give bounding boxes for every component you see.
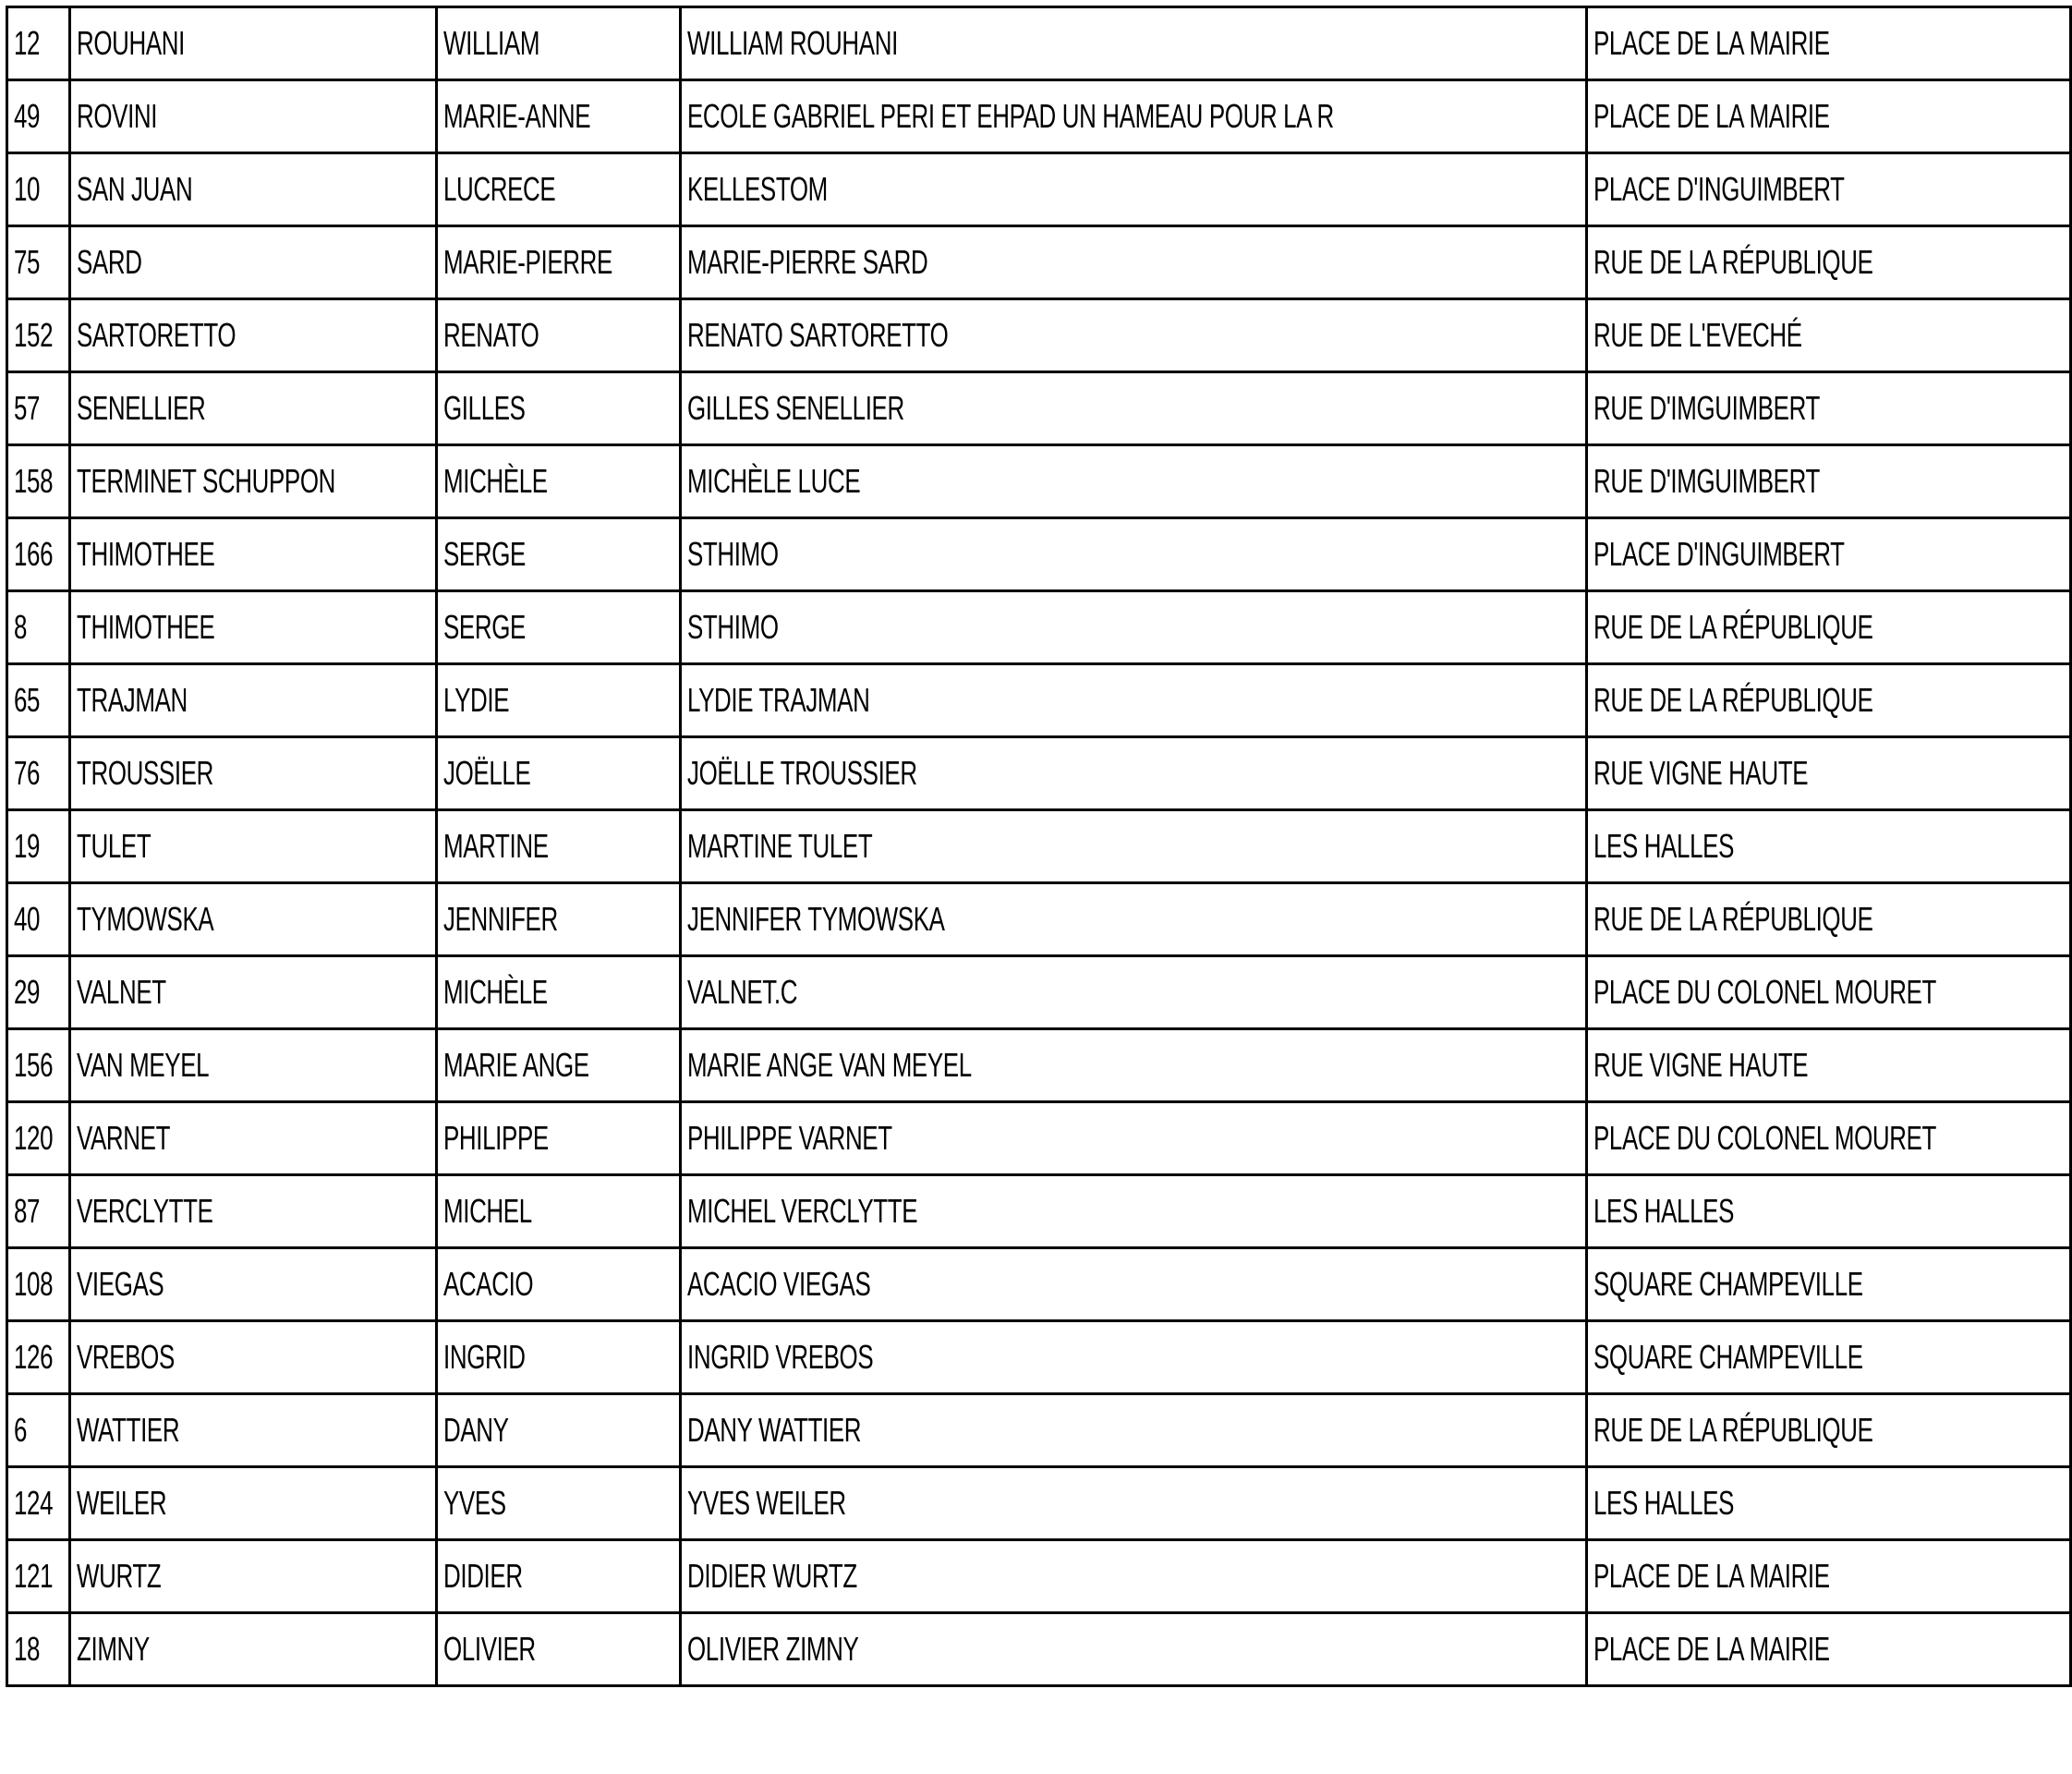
first-name-text: PHILIPPE	[443, 1119, 550, 1157]
id-text: 158	[14, 462, 54, 500]
street-cell	[1586, 1248, 2070, 1321]
display-name-text: VALNET.C	[686, 973, 797, 1011]
street-text: PLACE D'INGUIMBERT	[1593, 170, 1845, 208]
id-text: 65	[14, 681, 41, 719]
last-name-cell	[69, 810, 437, 883]
display-name-text: OLIVIER ZIMNY	[686, 1630, 858, 1668]
table-row	[7, 1102, 2071, 1175]
id-text: 57	[14, 389, 41, 427]
id-cell	[7, 956, 70, 1029]
street-cell	[1586, 883, 2070, 956]
first-name-text: ACACIO	[443, 1265, 534, 1303]
last-name-cell	[69, 1321, 437, 1394]
street-text: RUE D'IMGUIMBERT	[1593, 462, 1820, 500]
last-name-cell	[69, 1102, 437, 1175]
display-name-cell	[680, 226, 1586, 299]
first-name-cell	[437, 810, 680, 883]
id-cell	[7, 7, 70, 80]
display-name-text: PHILIPPE VARNET	[686, 1119, 892, 1157]
id-cell	[7, 591, 70, 664]
first-name-cell	[437, 1321, 680, 1394]
display-name-text: RENATO SARTORETTO	[686, 316, 948, 354]
street-cell	[1586, 591, 2070, 664]
last-name-cell	[69, 1540, 437, 1613]
id-cell	[7, 445, 70, 518]
first-name-text: OLIVIER	[443, 1630, 537, 1668]
street-cell	[1586, 1102, 2070, 1175]
table-row	[7, 372, 2071, 445]
display-name-text: JOËLLE TROUSSIER	[686, 754, 917, 792]
first-name-cell	[437, 1102, 680, 1175]
street-text: RUE DE LA RÉPUBLIQUE	[1593, 243, 1873, 281]
id-text: 87	[14, 1192, 41, 1230]
street-cell	[1586, 1467, 2070, 1540]
street-text: LES HALLES	[1593, 1484, 1734, 1522]
display-name-text: MICHÈLE LUCE	[686, 462, 860, 500]
first-name-cell	[437, 518, 680, 591]
first-name-text: WILLIAM	[443, 24, 540, 62]
first-name-text: INGRID	[443, 1338, 527, 1376]
first-name-cell	[437, 445, 680, 518]
first-name-cell	[437, 1394, 680, 1467]
first-name-cell	[437, 664, 680, 737]
first-name-cell	[437, 1540, 680, 1613]
street-cell	[1586, 810, 2070, 883]
last-name-cell	[69, 1467, 437, 1540]
id-cell	[7, 80, 70, 153]
first-name-cell	[437, 1248, 680, 1321]
street-text: RUE VIGNE HAUTE	[1593, 1046, 1808, 1084]
last-name-cell	[69, 1029, 437, 1102]
street-text: RUE DE LA RÉPUBLIQUE	[1593, 1411, 1873, 1449]
last-name-cell	[69, 1175, 437, 1248]
table-row	[7, 1029, 2071, 1102]
display-name-text: JENNIFER TYMOWSKA	[686, 900, 945, 938]
id-text: 19	[14, 827, 41, 865]
first-name-text: MICHEL	[443, 1192, 533, 1230]
first-name-text: LYDIE	[443, 681, 510, 719]
id-text: 12	[14, 24, 41, 62]
street-cell	[1586, 664, 2070, 737]
street-text: LES HALLES	[1593, 1192, 1734, 1230]
first-name-text: SERGE	[443, 535, 527, 573]
last-name-text: WURTZ	[76, 1557, 161, 1595]
last-name-cell	[69, 883, 437, 956]
last-name-text: VREBOS	[76, 1338, 175, 1376]
id-text: 40	[14, 900, 41, 938]
street-text: PLACE DE LA MAIRIE	[1593, 24, 1830, 62]
first-name-text: JOËLLE	[443, 754, 531, 792]
id-cell	[7, 226, 70, 299]
id-text: 18	[14, 1630, 41, 1668]
street-cell	[1586, 1613, 2070, 1686]
id-text: 75	[14, 243, 41, 281]
table-row	[7, 810, 2071, 883]
id-cell	[7, 372, 70, 445]
first-name-text: SERGE	[443, 608, 527, 646]
last-name-cell	[69, 664, 437, 737]
street-cell	[1586, 518, 2070, 591]
table-row	[7, 1321, 2071, 1394]
display-name-cell	[680, 1102, 1586, 1175]
first-name-cell	[437, 1613, 680, 1686]
display-name-cell	[680, 883, 1586, 956]
first-name-text: MICHÈLE	[443, 973, 549, 1011]
id-cell	[7, 153, 70, 226]
display-name-cell	[680, 299, 1586, 372]
street-text: RUE DE LA RÉPUBLIQUE	[1593, 900, 1873, 938]
street-cell	[1586, 299, 2070, 372]
id-cell	[7, 737, 70, 810]
id-text: 76	[14, 754, 41, 792]
last-name-text: TERMINET SCHUPPON	[76, 462, 335, 500]
last-name-text: WEILER	[76, 1484, 166, 1522]
first-name-cell	[437, 7, 680, 80]
id-cell	[7, 1540, 70, 1613]
first-name-text: RENATO	[443, 316, 539, 354]
street-text: RUE VIGNE HAUTE	[1593, 754, 1808, 792]
id-cell	[7, 1102, 70, 1175]
last-name-cell	[69, 1613, 437, 1686]
last-name-cell	[69, 1248, 437, 1321]
first-name-cell	[437, 591, 680, 664]
id-cell	[7, 1248, 70, 1321]
id-cell	[7, 1394, 70, 1467]
display-name-cell	[680, 1613, 1586, 1686]
table-row	[7, 1540, 2071, 1613]
last-name-text: VARNET	[76, 1119, 170, 1157]
table-row	[7, 1467, 2071, 1540]
last-name-cell	[69, 445, 437, 518]
display-name-text: KELLESTOM	[686, 170, 828, 208]
display-name-cell	[680, 80, 1586, 153]
street-text: RUE DE LA RÉPUBLIQUE	[1593, 608, 1873, 646]
id-text: 124	[14, 1484, 54, 1522]
id-text: 126	[14, 1338, 54, 1376]
table-row	[7, 226, 2071, 299]
id-text: 120	[14, 1119, 54, 1157]
table-row	[7, 1248, 2071, 1321]
last-name-text: VERCLYTTE	[76, 1192, 213, 1230]
first-name-cell	[437, 299, 680, 372]
display-name-text: MICHEL VERCLYTTE	[686, 1192, 917, 1230]
street-cell	[1586, 153, 2070, 226]
id-cell	[7, 810, 70, 883]
display-name-cell	[680, 810, 1586, 883]
display-name-text: MARIE-PIERRE SARD	[686, 243, 927, 281]
id-cell	[7, 883, 70, 956]
id-text: 108	[14, 1265, 54, 1303]
street-text: PLACE DE LA MAIRIE	[1593, 1557, 1830, 1595]
display-name-cell	[680, 1540, 1586, 1613]
last-name-text: TROUSSIER	[76, 754, 213, 792]
display-name-cell	[680, 956, 1586, 1029]
display-name-cell	[680, 153, 1586, 226]
display-name-text: MARTINE TULET	[686, 827, 872, 865]
display-name-text: DIDIER WURTZ	[686, 1557, 857, 1595]
display-name-cell	[680, 664, 1586, 737]
first-name-cell	[437, 883, 680, 956]
display-name-cell	[680, 518, 1586, 591]
last-name-text: ZIMNY	[76, 1630, 150, 1668]
display-name-cell	[680, 737, 1586, 810]
display-name-cell	[680, 1394, 1586, 1467]
display-name-cell	[680, 1467, 1586, 1540]
first-name-text: MARTINE	[443, 827, 550, 865]
street-text: RUE DE LA RÉPUBLIQUE	[1593, 681, 1873, 719]
street-cell	[1586, 1394, 2070, 1467]
data-table	[6, 6, 2072, 1687]
table-row	[7, 299, 2071, 372]
table-row	[7, 1394, 2071, 1467]
first-name-cell	[437, 153, 680, 226]
last-name-cell	[69, 153, 437, 226]
last-name-text: WATTIER	[76, 1411, 179, 1449]
last-name-text: SARD	[76, 243, 142, 281]
last-name-text: SARTORETTO	[76, 316, 236, 354]
display-name-cell	[680, 1029, 1586, 1102]
id-text: 152	[14, 316, 54, 354]
last-name-text: TULET	[76, 827, 151, 865]
first-name-cell	[437, 737, 680, 810]
id-text: 49	[14, 97, 41, 135]
table-row	[7, 737, 2071, 810]
id-cell	[7, 1467, 70, 1540]
first-name-text: YVES	[443, 1484, 507, 1522]
street-cell	[1586, 1540, 2070, 1613]
id-cell	[7, 1613, 70, 1686]
id-text: 166	[14, 535, 54, 573]
last-name-cell	[69, 80, 437, 153]
last-name-text: SAN JUAN	[76, 170, 192, 208]
display-name-text: ACACIO VIEGAS	[686, 1265, 870, 1303]
first-name-cell	[437, 1175, 680, 1248]
id-text: 6	[14, 1411, 28, 1449]
display-name-cell	[680, 591, 1586, 664]
display-name-cell	[680, 7, 1586, 80]
id-cell	[7, 518, 70, 591]
first-name-cell	[437, 372, 680, 445]
street-text: SQUARE CHAMPEVILLE	[1593, 1338, 1863, 1376]
street-cell	[1586, 80, 2070, 153]
street-text: PLACE D'INGUIMBERT	[1593, 535, 1845, 573]
street-text: PLACE DE LA MAIRIE	[1593, 1630, 1830, 1668]
last-name-text: TRAJMAN	[76, 681, 188, 719]
first-name-text: MARIE-PIERRE	[443, 243, 613, 281]
last-name-text: VALNET	[76, 973, 166, 1011]
display-name-text: GILLES SENELLIER	[686, 389, 904, 427]
last-name-text: THIMOTHEE	[76, 608, 214, 646]
table-row	[7, 956, 2071, 1029]
first-name-text: MICHÈLE	[443, 462, 549, 500]
street-text: RUE DE L'EVECHÉ	[1593, 316, 1802, 354]
first-name-text: DIDIER	[443, 1557, 524, 1595]
street-cell	[1586, 372, 2070, 445]
table-row	[7, 7, 2071, 80]
first-name-text: MARIE ANGE	[443, 1046, 590, 1084]
street-text: RUE D'IMGUIMBERT	[1593, 389, 1820, 427]
first-name-text: JENNIFER	[443, 900, 559, 938]
last-name-cell	[69, 1394, 437, 1467]
street-cell	[1586, 1175, 2070, 1248]
display-name-text: STHIMO	[686, 608, 779, 646]
street-cell	[1586, 445, 2070, 518]
first-name-cell	[437, 956, 680, 1029]
street-cell	[1586, 1029, 2070, 1102]
last-name-cell	[69, 226, 437, 299]
street-text: SQUARE CHAMPEVILLE	[1593, 1265, 1863, 1303]
id-text: 29	[14, 973, 41, 1011]
last-name-cell	[69, 737, 437, 810]
last-name-cell	[69, 7, 437, 80]
table-row	[7, 883, 2071, 956]
last-name-text: THIMOTHEE	[76, 535, 214, 573]
first-name-text: DANY	[443, 1411, 510, 1449]
street-cell	[1586, 226, 2070, 299]
last-name-cell	[69, 518, 437, 591]
street-text: PLACE DE LA MAIRIE	[1593, 97, 1830, 135]
id-cell	[7, 1029, 70, 1102]
first-name-cell	[437, 1467, 680, 1540]
table-row	[7, 445, 2071, 518]
first-name-cell	[437, 226, 680, 299]
street-text: LES HALLES	[1593, 827, 1734, 865]
display-name-text: DANY WATTIER	[686, 1411, 861, 1449]
display-name-text: STHIMO	[686, 535, 779, 573]
first-name-text: MARIE-ANNE	[443, 97, 591, 135]
last-name-text: VIEGAS	[76, 1265, 164, 1303]
street-cell	[1586, 7, 2070, 80]
id-cell	[7, 1175, 70, 1248]
display-name-text: YVES WEILER	[686, 1484, 846, 1522]
last-name-text: ROVINI	[76, 97, 157, 135]
display-name-text: LYDIE TRAJMAN	[686, 681, 869, 719]
display-name-text: WILLIAM ROUHANI	[686, 24, 898, 62]
table-row	[7, 664, 2071, 737]
last-name-cell	[69, 956, 437, 1029]
id-text: 8	[14, 608, 28, 646]
display-name-text: INGRID VREBOS	[686, 1338, 873, 1376]
display-name-text: MARIE ANGE VAN MEYEL	[686, 1046, 972, 1084]
display-name-text: ECOLE GABRIEL PERI ET EHPAD UN HAMEAU POUR LA R	[686, 97, 1334, 135]
display-name-cell	[680, 1175, 1586, 1248]
id-cell	[7, 1321, 70, 1394]
last-name-text: VAN MEYEL	[76, 1046, 209, 1084]
table-row	[7, 1175, 2071, 1248]
table-row	[7, 1613, 2071, 1686]
last-name-text: SENELLIER	[76, 389, 205, 427]
table-row	[7, 591, 2071, 664]
street-cell	[1586, 1321, 2070, 1394]
first-name-cell	[437, 80, 680, 153]
last-name-cell	[69, 591, 437, 664]
table-row	[7, 80, 2071, 153]
table-body	[7, 7, 2071, 1686]
last-name-cell	[69, 299, 437, 372]
last-name-cell	[69, 372, 437, 445]
street-text: PLACE DU COLONEL MOURET	[1593, 1119, 1936, 1157]
id-text: 156	[14, 1046, 54, 1084]
street-cell	[1586, 737, 2070, 810]
last-name-text: TYMOWSKA	[76, 900, 213, 938]
display-name-cell	[680, 445, 1586, 518]
first-name-cell	[437, 1029, 680, 1102]
id-cell	[7, 664, 70, 737]
first-name-text: GILLES	[443, 389, 527, 427]
display-name-cell	[680, 1321, 1586, 1394]
street-cell	[1586, 956, 2070, 1029]
id-text: 10	[14, 170, 41, 208]
display-name-cell	[680, 1248, 1586, 1321]
table-row	[7, 518, 2071, 591]
display-name-cell	[680, 372, 1586, 445]
street-text: PLACE DU COLONEL MOURET	[1593, 973, 1936, 1011]
id-cell	[7, 299, 70, 372]
id-text: 121	[14, 1557, 54, 1595]
last-name-text: ROUHANI	[76, 24, 185, 62]
table-row	[7, 153, 2071, 226]
first-name-text: LUCRECE	[443, 170, 556, 208]
